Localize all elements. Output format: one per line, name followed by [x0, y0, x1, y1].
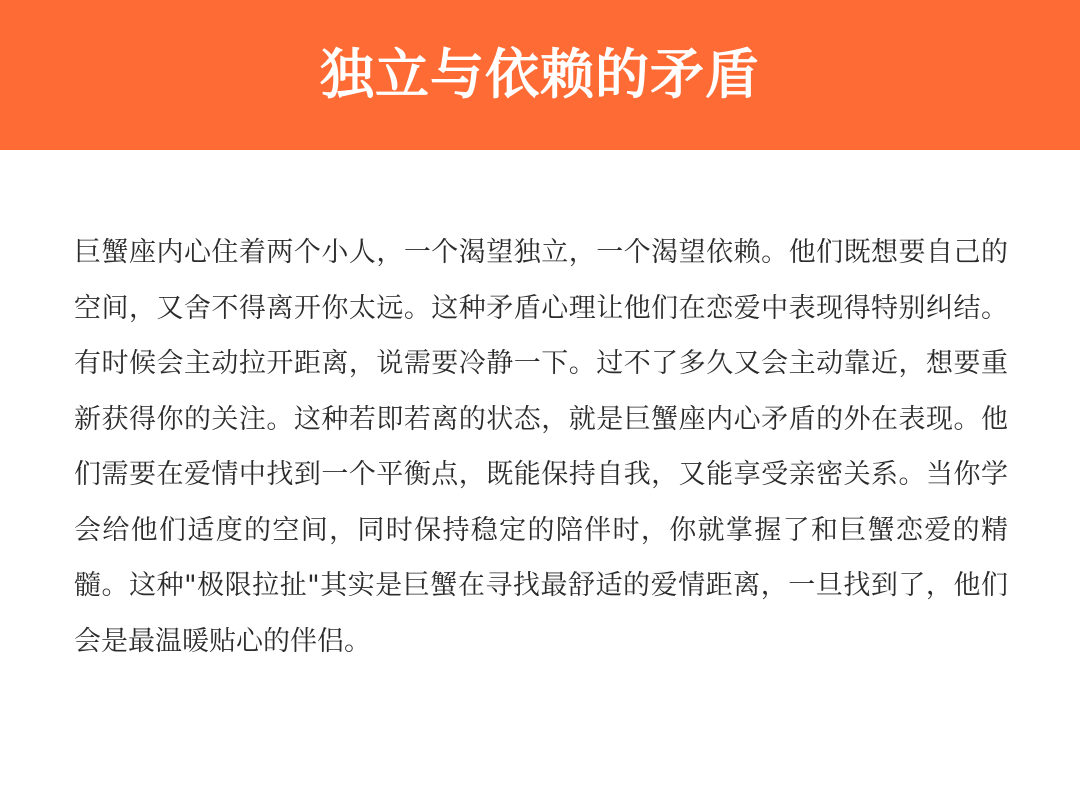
article-paragraph: 巨蟹座内心住着两个小人，一个渴望独立，一个渴望依赖。他们既想要自己的空间，又舍不得离开你太远。这种矛盾心理让他们在恋爱中表现得特别纠结。有时候会主动拉开距离，说需要冷静一下。过不了多久又会主动靠近，想要重新获得你的关注。这种若即若离的状态，就是巨蟹座内心矛盾的外在表现。他们需要在爱情中找到一个平衡点，既能保持自我，又能享受亲密关系。当你学会给他们适度的空间，同时保持稳定的陪伴时，你就掌握了和巨蟹恋爱的精髓。这种"极限拉扯"其实是巨蟹在寻找最舒适的爱情距离，一旦找到了，他们会是最温暖贴心的伴侣。 — [74, 237, 1008, 657]
title-banner — [0, 0, 1080, 150]
article-content — [74, 225, 1008, 725]
page-title: 独立与依赖的矛盾 — [320, 43, 760, 106]
